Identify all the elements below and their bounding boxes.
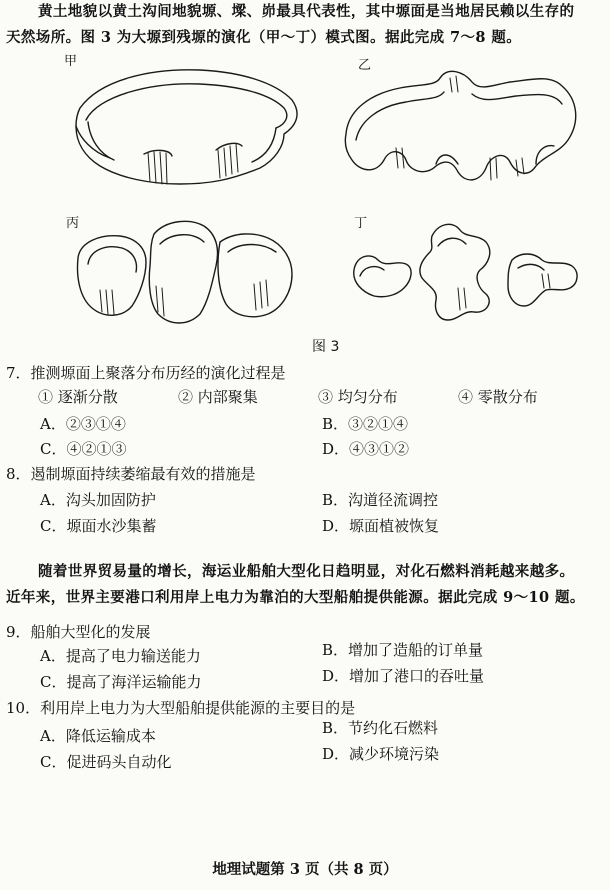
intro2-line2: 近年来，世界主要港口利用岸上电力为靠泊的大型船舶提供能源。据此完成 9～10 题。 xyxy=(6,589,585,606)
q7-option-b[interactable]: B．③②①④ xyxy=(322,415,409,433)
intro1-line1: 黄土地貌以黄土沟间地貌塬、墚、峁最具代表性，其中塬面是当地居民赖以生存的 xyxy=(38,3,575,20)
q8-option-b[interactable]: B．沟道径流调控 xyxy=(322,491,439,509)
page-footer: 地理试题第 3 页（共 8 页） xyxy=(212,861,398,878)
q10-option-a[interactable]: A．降低运输成本 xyxy=(40,727,156,745)
figure-label-ding: 丁 xyxy=(354,216,368,231)
figure-label-bing: 丙 xyxy=(66,216,80,231)
figure-label-jia: 甲 xyxy=(64,54,78,69)
q10-option-d[interactable]: D．减少环境污染 xyxy=(322,745,440,763)
q7-stem: 7．推测塬面上聚落分布历经的演化过程是 xyxy=(6,364,286,382)
q9-stem: 9．船舶大型化的发展 xyxy=(6,623,151,641)
q7-item-3: ③ 均匀分布 xyxy=(318,388,398,406)
q8-option-c[interactable]: C．塬面水沙集蓄 xyxy=(40,517,157,535)
q9-option-c[interactable]: C．提高了海洋运输能力 xyxy=(40,673,202,691)
figure-label-yi: 乙 xyxy=(358,58,372,73)
q8-option-d[interactable]: D．塬面植被恢复 xyxy=(322,517,440,535)
q7-option-d[interactable]: D．④③①② xyxy=(322,440,410,458)
q10-stem: 10．利用岸上电力为大型船舶提供能源的主要目的是 xyxy=(6,699,356,717)
q8-stem: 8．遏制塬面持续萎缩最有效的措施是 xyxy=(6,465,256,483)
figure-ding-plateau xyxy=(348,216,588,336)
intro2-line1: 随着世界贸易量的增长，海运业船舶大型化日趋明显，对化石燃料消耗越来越多。 xyxy=(38,563,575,580)
figure-jia-plateau xyxy=(70,60,310,200)
q10-option-b[interactable]: B．节约化石燃料 xyxy=(322,719,439,737)
q8-option-a[interactable]: A．沟头加固防护 xyxy=(40,491,156,509)
figure-caption: 图 3 xyxy=(312,339,340,355)
q7-option-a[interactable]: A．②③①④ xyxy=(40,415,126,433)
q7-item-2: ② 内部聚集 xyxy=(178,388,258,406)
q7-option-c[interactable]: C．④②①③ xyxy=(40,440,127,458)
q10-option-c[interactable]: C．促进码头自动化 xyxy=(40,753,172,771)
q9-option-b[interactable]: B．增加了造船的订单量 xyxy=(322,641,484,659)
q9-option-d[interactable]: D．增加了港口的吞吐量 xyxy=(322,667,485,685)
q7-item-4: ④ 零散分布 xyxy=(458,388,538,406)
figure-yi-plateau xyxy=(340,64,590,194)
q9-option-a[interactable]: A．提高了电力输送能力 xyxy=(40,647,201,665)
intro1-line2: 天然场所。图 3 为大塬到残塬的演化（甲～丁）模式图。据此完成 7～8 题。 xyxy=(6,29,522,46)
figure-bing-plateau xyxy=(70,214,310,334)
q7-item-1: ① 逐渐分散 xyxy=(38,388,118,406)
